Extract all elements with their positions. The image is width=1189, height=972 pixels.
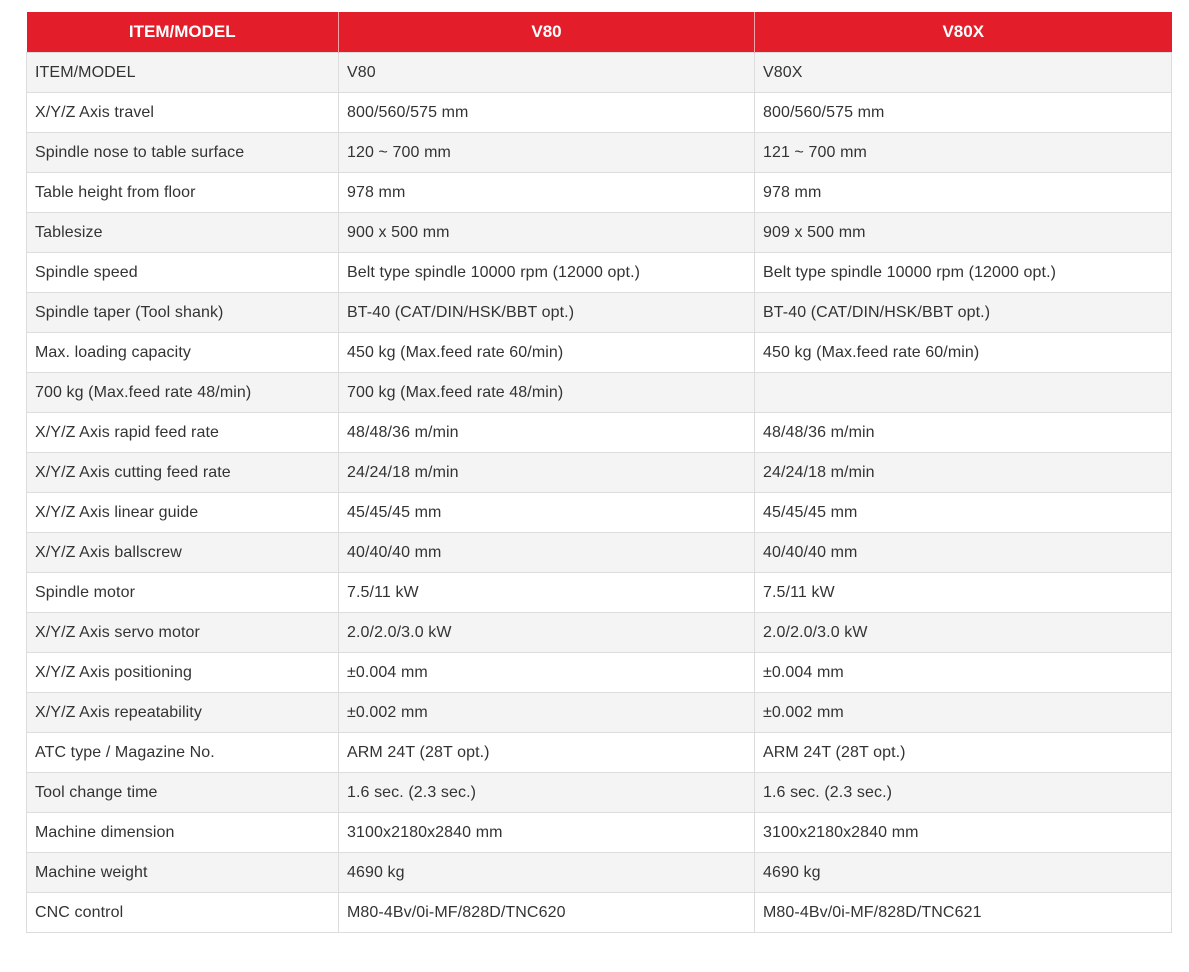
spec-label-cell: Table height from floor [27, 173, 339, 213]
header-row [27, 12, 1172, 53]
table-row [27, 653, 1172, 693]
spec-label-cell: ATC type / Magazine No. [27, 733, 339, 773]
table-row [27, 173, 1172, 213]
v80x-value-cell: BT-40 (CAT/DIN/HSK/BBT opt.) [755, 293, 1172, 333]
v80x-value-cell: ±0.004 mm [755, 653, 1172, 693]
v80x-value-cell: Belt type spindle 10000 rpm (12000 opt.) [755, 253, 1172, 293]
v80x-value-cell: 121 ~ 700 mm [755, 133, 1172, 173]
v80x-value-cell: 2.0/2.0/3.0 kW [755, 613, 1172, 653]
spec-label-cell: Spindle motor [27, 573, 339, 613]
v80-value-cell: 1.6 sec. (2.3 sec.) [339, 773, 755, 813]
table-row [27, 533, 1172, 573]
table-row [27, 613, 1172, 653]
table-row [27, 373, 1172, 413]
v80-value-cell: M80-4Bv/0i-MF/828D/TNC620 [339, 893, 755, 933]
v80x-value-cell: 45/45/45 mm [755, 493, 1172, 533]
table-row [27, 693, 1172, 733]
spec-label-cell: Machine dimension [27, 813, 339, 853]
v80x-value-cell: 24/24/18 m/min [755, 453, 1172, 493]
v80-value-cell: 40/40/40 mm [339, 533, 755, 573]
v80-value-cell: 3100x2180x2840 mm [339, 813, 755, 853]
v80x-value-cell [755, 373, 1172, 413]
table-row [27, 213, 1172, 253]
v80x-value-cell: 4690 kg [755, 853, 1172, 893]
v80-value-cell: 978 mm [339, 173, 755, 213]
spec-label-cell: 700 kg (Max.feed rate 48/min) [27, 373, 339, 413]
table-row [27, 853, 1172, 893]
spec-label-cell: Spindle speed [27, 253, 339, 293]
table-row [27, 93, 1172, 133]
spec-label-cell: X/Y/Z Axis linear guide [27, 493, 339, 533]
v80-value-cell: 450 kg (Max.feed rate 60/min) [339, 333, 755, 373]
v80x-value-cell: 1.6 sec. (2.3 sec.) [755, 773, 1172, 813]
v80x-value-cell: M80-4Bv/0i-MF/828D/TNC621 [755, 893, 1172, 933]
table-row [27, 293, 1172, 333]
spec-label-cell: CNC control [27, 893, 339, 933]
v80x-value-cell: 7.5/11 kW [755, 573, 1172, 613]
table-row [27, 253, 1172, 293]
spec-label-cell: ITEM/MODEL [27, 53, 339, 93]
v80-value-cell: BT-40 (CAT/DIN/HSK/BBT opt.) [339, 293, 755, 333]
v80x-value-cell: V80X [755, 53, 1172, 93]
v80-value-cell: Belt type spindle 10000 rpm (12000 opt.) [339, 253, 755, 293]
v80x-value-cell: 48/48/36 m/min [755, 413, 1172, 453]
v80-value-cell: 7.5/11 kW [339, 573, 755, 613]
v80x-value-cell: ±0.002 mm [755, 693, 1172, 733]
table-row [27, 773, 1172, 813]
v80x-value-cell: 978 mm [755, 173, 1172, 213]
header-cell-v80x: V80X [755, 12, 1172, 53]
v80-value-cell: 800/560/575 mm [339, 93, 755, 133]
v80-value-cell: 24/24/18 m/min [339, 453, 755, 493]
header-cell-v80: V80 [339, 12, 755, 53]
spec-label-cell: X/Y/Z Axis cutting feed rate [27, 453, 339, 493]
v80-value-cell: ±0.004 mm [339, 653, 755, 693]
v80x-value-cell: ARM 24T (28T opt.) [755, 733, 1172, 773]
v80-value-cell: 45/45/45 mm [339, 493, 755, 533]
spec-table-body [27, 53, 1172, 933]
v80x-value-cell: 450 kg (Max.feed rate 60/min) [755, 333, 1172, 373]
table-row [27, 453, 1172, 493]
v80-value-cell: V80 [339, 53, 755, 93]
v80-value-cell: ARM 24T (28T opt.) [339, 733, 755, 773]
spec-table-header [27, 12, 1172, 53]
v80-value-cell: 700 kg (Max.feed rate 48/min) [339, 373, 755, 413]
v80-value-cell: 2.0/2.0/3.0 kW [339, 613, 755, 653]
header-cell-item-model: ITEM/MODEL [27, 12, 339, 53]
spec-label-cell: Spindle taper (Tool shank) [27, 293, 339, 333]
v80x-value-cell: 909 x 500 mm [755, 213, 1172, 253]
spec-label-cell: X/Y/Z Axis rapid feed rate [27, 413, 339, 453]
spec-label-cell: X/Y/Z Axis servo motor [27, 613, 339, 653]
v80x-value-cell: 800/560/575 mm [755, 93, 1172, 133]
v80x-value-cell: 3100x2180x2840 mm [755, 813, 1172, 853]
spec-label-cell: X/Y/Z Axis positioning [27, 653, 339, 693]
spec-label-cell: Tablesize [27, 213, 339, 253]
spec-label-cell: Max. loading capacity [27, 333, 339, 373]
spec-label-cell: X/Y/Z Axis travel [27, 93, 339, 133]
table-row [27, 733, 1172, 773]
table-row [27, 333, 1172, 373]
table-row [27, 573, 1172, 613]
spec-label-cell: X/Y/Z Axis repeatability [27, 693, 339, 733]
table-row [27, 813, 1172, 853]
spec-label-cell: Tool change time [27, 773, 339, 813]
table-row [27, 53, 1172, 93]
spec-table [26, 12, 1172, 933]
spec-label-cell: Spindle nose to table surface [27, 133, 339, 173]
v80-value-cell: 4690 kg [339, 853, 755, 893]
v80-value-cell: 900 x 500 mm [339, 213, 755, 253]
table-row [27, 493, 1172, 533]
spec-label-cell: X/Y/Z Axis ballscrew [27, 533, 339, 573]
v80-value-cell: ±0.002 mm [339, 693, 755, 733]
spec-label-cell: Machine weight [27, 853, 339, 893]
table-row [27, 413, 1172, 453]
v80-value-cell: 120 ~ 700 mm [339, 133, 755, 173]
table-row [27, 893, 1172, 933]
v80x-value-cell: 40/40/40 mm [755, 533, 1172, 573]
table-row [27, 133, 1172, 173]
v80-value-cell: 48/48/36 m/min [339, 413, 755, 453]
